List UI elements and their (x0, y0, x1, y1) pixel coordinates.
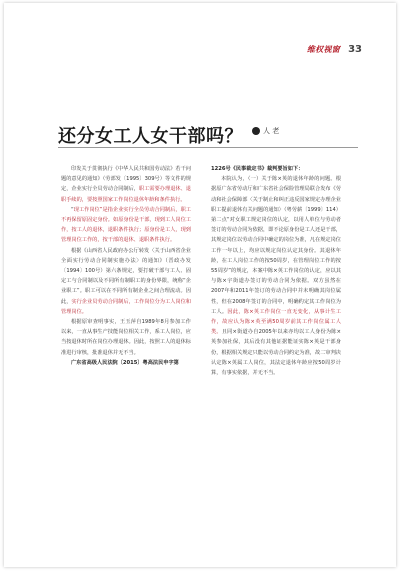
highlighted-text: 职工需要办理退休、退职手续的，要按照国家工作岗位退休年龄和条件执行。 (61, 186, 191, 203)
paragraph-text: 根据原审查明事实，王玉萍自1989年8月参加工作以来，一直从事生产技能岗位相关工作，系工人岗位，应当按退休时所在岗位办理退休。因此，按照工人的退休标准进行审核，批准退休并无不当。 (61, 319, 191, 356)
case-heading: 广东省高级人民法院〔2015〕粤高法民申字第 (71, 359, 179, 366)
paragraph (61, 205, 191, 246)
page-header (307, 44, 362, 55)
paragraph-text: 印发关于贯彻执行《中华人民共和国劳动法》若干问题的意见的通知》（劳部发〔1995〕309号）等文件的规定，企业实行全员劳动合同制后， (61, 166, 191, 193)
paragraph-text: 根据《山西省人民政府办公厅转发〈关于山西省企业全面实行劳动合同制实施办法〉的通知》（晋政办发〔1994〕100号）第六条规定，要打破干部与工人、固定工与合同制以及不同所有制职工的身份界限，统称“企业职工”。职工可以在不同所有制企业之间合理流动。因此， (61, 247, 191, 305)
paragraph (61, 246, 191, 317)
left-column (61, 164, 191, 368)
right-column (211, 164, 341, 378)
paragraph-text: 且同×街道办自2005年以来亦均以工人身份为陈×英参加社保，其后没有其他证据能证实陈×英是干部身份，根据相关规定只能以劳动合同约定为准，故二审判决认定陈×英属工人岗位，其法定退休年龄应按50周岁计算，有事实依据，并无不当。 (211, 329, 341, 377)
paragraph (61, 164, 191, 205)
paragraph (211, 164, 341, 174)
paragraph-text: “ (71, 206, 74, 213)
paragraph (61, 358, 191, 368)
case-heading: 1226号《民事裁定书》裁判要旨如下： (211, 166, 304, 172)
title-divider (58, 147, 358, 148)
highlighted-text: 实行企业员劳动合同制后，工作岗位分为工人岗位和管理岗位。 (61, 298, 191, 315)
highlighted-text: 因此，陈×英工作岗位一直无变化，从事计生工作，故应认为陈×英至满50周岁前其工作岗位属工人类。 (211, 308, 341, 336)
page-number: 33 (348, 44, 362, 55)
paragraph (61, 317, 191, 358)
paragraph-text: 本院认为，（一）关于陈×英的退休年龄的问题。根据原广东省劳动厅和广东省社会保险管理局联合发布《劳动和社会保障部〈关于制止和纠正违反国家规定办理企业职工提前退休有关问题的通知〉（粤劳薪〔1999〕114）第二点“对女职工规定岗位的认定，以用人单位与劳动者签订的劳动合同为依据，即不论原身份是工人还是干部，其规定岗位以劳动合同中确定的岗位为准，凡在规定岗位工作一年以上，均应以规定岗位认定其身份。其退休年龄，在工人岗位工作的按50周岁，在管理岗位工作的按55周岁”的规定，本案中陈×英工作岗位的认定，应以其与陈×宇街道办签订的劳动合同为依据。双方虽然在2007年和2011年签订的劳动合同中并未明确其岗位属性，但在2008年签订的合同中，明确约定其工作岗位为工人。 (211, 176, 341, 315)
article-title: 还分女工人女干部吗？ (58, 126, 243, 147)
author-name: 人 老 (263, 127, 280, 135)
article-author (252, 126, 279, 136)
section-tag: 维权视窗 (306, 45, 341, 54)
paragraph (211, 174, 341, 378)
author-icon (252, 127, 260, 135)
highlighted-text: 现工作岗位”是指企业实行全员劳动合同制后，职工不再保留原固定身份。如原身份是干部，现到工人岗位工作，按工人的退休，退职条件执行；原身份是工人，现到管理岗位工作的，按干部的退休、退职条件执行。 (61, 206, 191, 244)
